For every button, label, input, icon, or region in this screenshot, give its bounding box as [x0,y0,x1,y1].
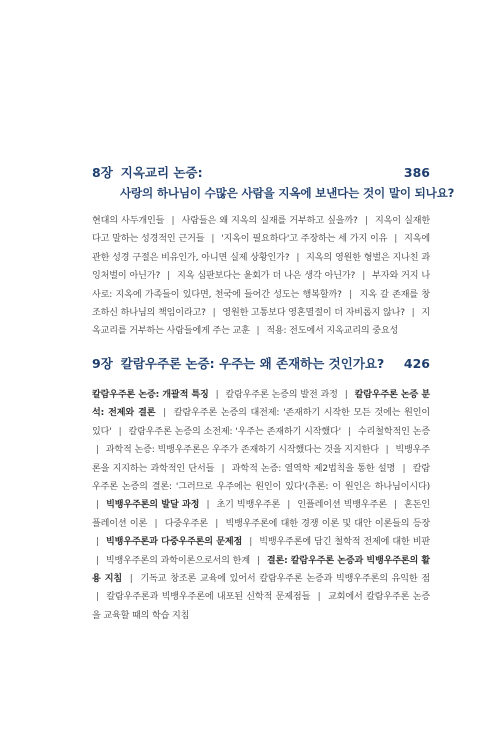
toc-entry: 지옥 심판보다는 윤회가 더 나은 생각 아닌가? [177,271,356,282]
item-separator: | [296,252,300,263]
toc-entry: 부자와 거지 나사로: 지옥에 가족들이 있다면, 천국에 들어간 성도는 행복할까? [92,271,430,300]
toc-entry: 칼람우주론 논증의 발전 과정 [225,390,338,400]
item-separator: | [96,445,99,456]
item-separator: | [167,271,171,282]
item-separator: | [96,555,99,566]
toc-entry: 칼람우주론 논증의 대전제: '존재하기 시작한 모든 것에는 원인이 있다' [92,408,431,437]
item-separator: | [96,537,99,548]
chapter-number: 9장 [92,356,113,371]
item-separator: | [364,216,368,226]
item-separator: | [256,326,260,337]
item-separator: | [221,463,225,474]
toc-entry: 빅뱅우주론의 과학이론으로서의 한계 [105,555,250,566]
chapter-contents [92,386,430,625]
toc-entry: 영원한 고통보다 영혼멸절이 더 자비롭지 않나? [222,308,405,319]
toc-entry: 과학적 논증: 빅뱅우주론은 우주가 존재하기 시작했다는 것을 지지한다 [105,445,379,456]
item-separator: | [163,408,167,419]
chapter-number: 8장 [92,165,113,180]
item-separator: | [348,426,351,437]
toc-entry: 기독교 창조론 교육에 있어서 칼람우주론 논증과 빅뱅우주론의 유익한 점 [140,574,430,585]
item-separator: | [154,518,158,529]
chapter-9-section [92,354,430,634]
toc-entry: 과학적 논증: 열역학 제2법칙을 통한 설명 [231,463,396,474]
item-separator: | [411,308,415,319]
toc-entry: 지옥 갈 존재를 창조하신 하나님의 책임이라고? [92,289,430,319]
item-separator: | [215,390,219,400]
toc-entry: 지옥에 관한 성경 구절은 비유인가, 아니면 실제 상황인가? [92,234,430,263]
item-separator: | [394,234,398,245]
chapter-page-number: 426 [403,356,430,371]
toc-entry: 칼람우주론과 빅뱅우주론에 내포된 신학적 문제점들 [106,592,311,603]
chapter-page-number: 386 [403,165,430,180]
toc-entry: '지옥이 필요하다'고 주장하는 세 가지 이유 [221,234,388,245]
item-separator: | [287,500,291,511]
toc-entry: 현대의 사두개인들 [92,216,165,226]
toc-entry: 칼람우주론 논증의 결론: '그러므로 우주에는 원인이 있다'(추론: 이 원인은 하나님이시다) [92,463,430,493]
item-separator: | [385,445,389,456]
toc-entry: 인플레이션 빅뱅우주론 [297,500,387,511]
toc-entry: 적용: 전도에서 지옥교리의 중요성 [266,326,399,337]
toc-entry: 다중우주론 [164,518,208,529]
chapter-8-section [92,163,455,350]
item-separator: | [118,426,122,437]
section-heading-entry: 칼람우주론 논증: 개괄적 특징 [92,390,209,400]
toc-entry: 지옥이 실재한다고 말하는 성경적인 근거들 [92,216,430,245]
section-heading-entry: 빅뱅우주론의 발달 과정 [106,500,200,511]
toc-entry: 지옥의 영원한 형벌은 지나친 과잉처벌이 아닌가? [92,252,430,282]
toc-entry: 사람들은 왜 지옥의 실재를 거부하고 싶을까? [181,216,358,226]
toc-entry: 빅뱅우주론에 대한 경쟁 이론 및 대안 이론들의 등장 [225,518,430,529]
chapter-subtitle: 사랑의 하나님이 수많은 사람을 지옥에 보낸다는 것이 말이 되나요? [120,186,455,200]
chapter-title: 칼람우주론 논증: 우주는 왜 존재하는 것인가요? [120,356,385,371]
section-heading-entry: 칼람우주론 논증 분석: 전제와 결론 [92,390,431,419]
item-separator: | [349,289,353,300]
item-separator: | [171,216,175,226]
toc-entry: 초기 빅뱅우주론 [216,500,281,511]
item-separator: | [256,555,260,566]
chapter-heading [92,163,430,181]
item-separator: | [215,518,219,529]
item-separator: | [211,234,215,245]
toc-entry: 칼람우주론 논증의 소전제: '우주는 존재하기 시작했다' [128,426,342,437]
chapter-contents [92,212,430,341]
item-separator: | [394,500,397,511]
toc-entry: 수리철학적인 논증 [357,426,430,437]
item-separator: | [344,390,348,400]
item-separator: | [249,537,253,548]
chapter-title: 지옥교리 논증: [120,165,203,180]
toc-entry: 지옥교리를 거부하는 사람들에게 주는 교훈 [92,308,431,337]
toc-entry: 혼돈인플레이션 이론 [92,500,430,529]
section-heading-entry: 빅뱅우주론과 다중우주론의 문제점 [105,537,243,548]
toc-entry: 빅뱅우주론을 지지하는 과학적인 단서들 [92,445,430,474]
item-separator: | [129,574,133,585]
item-separator: | [206,500,210,511]
item-separator: | [317,592,321,603]
item-separator: | [362,271,366,282]
item-separator: | [96,500,99,511]
item-separator: | [212,308,216,319]
toc-entry: 빅뱅우주론에 담긴 철학적 전제에 대한 비판 [259,537,430,548]
section-heading-entry: 결론: 칼람우주론 논증과 빅뱅우주론의 활용 지침 [92,555,431,585]
chapter-heading [92,354,430,372]
toc-entry: 교회에서 칼람우주론 논증을 교육할 때의 학습 지침 [92,592,430,621]
item-separator: | [96,592,99,603]
item-separator: | [402,463,406,474]
